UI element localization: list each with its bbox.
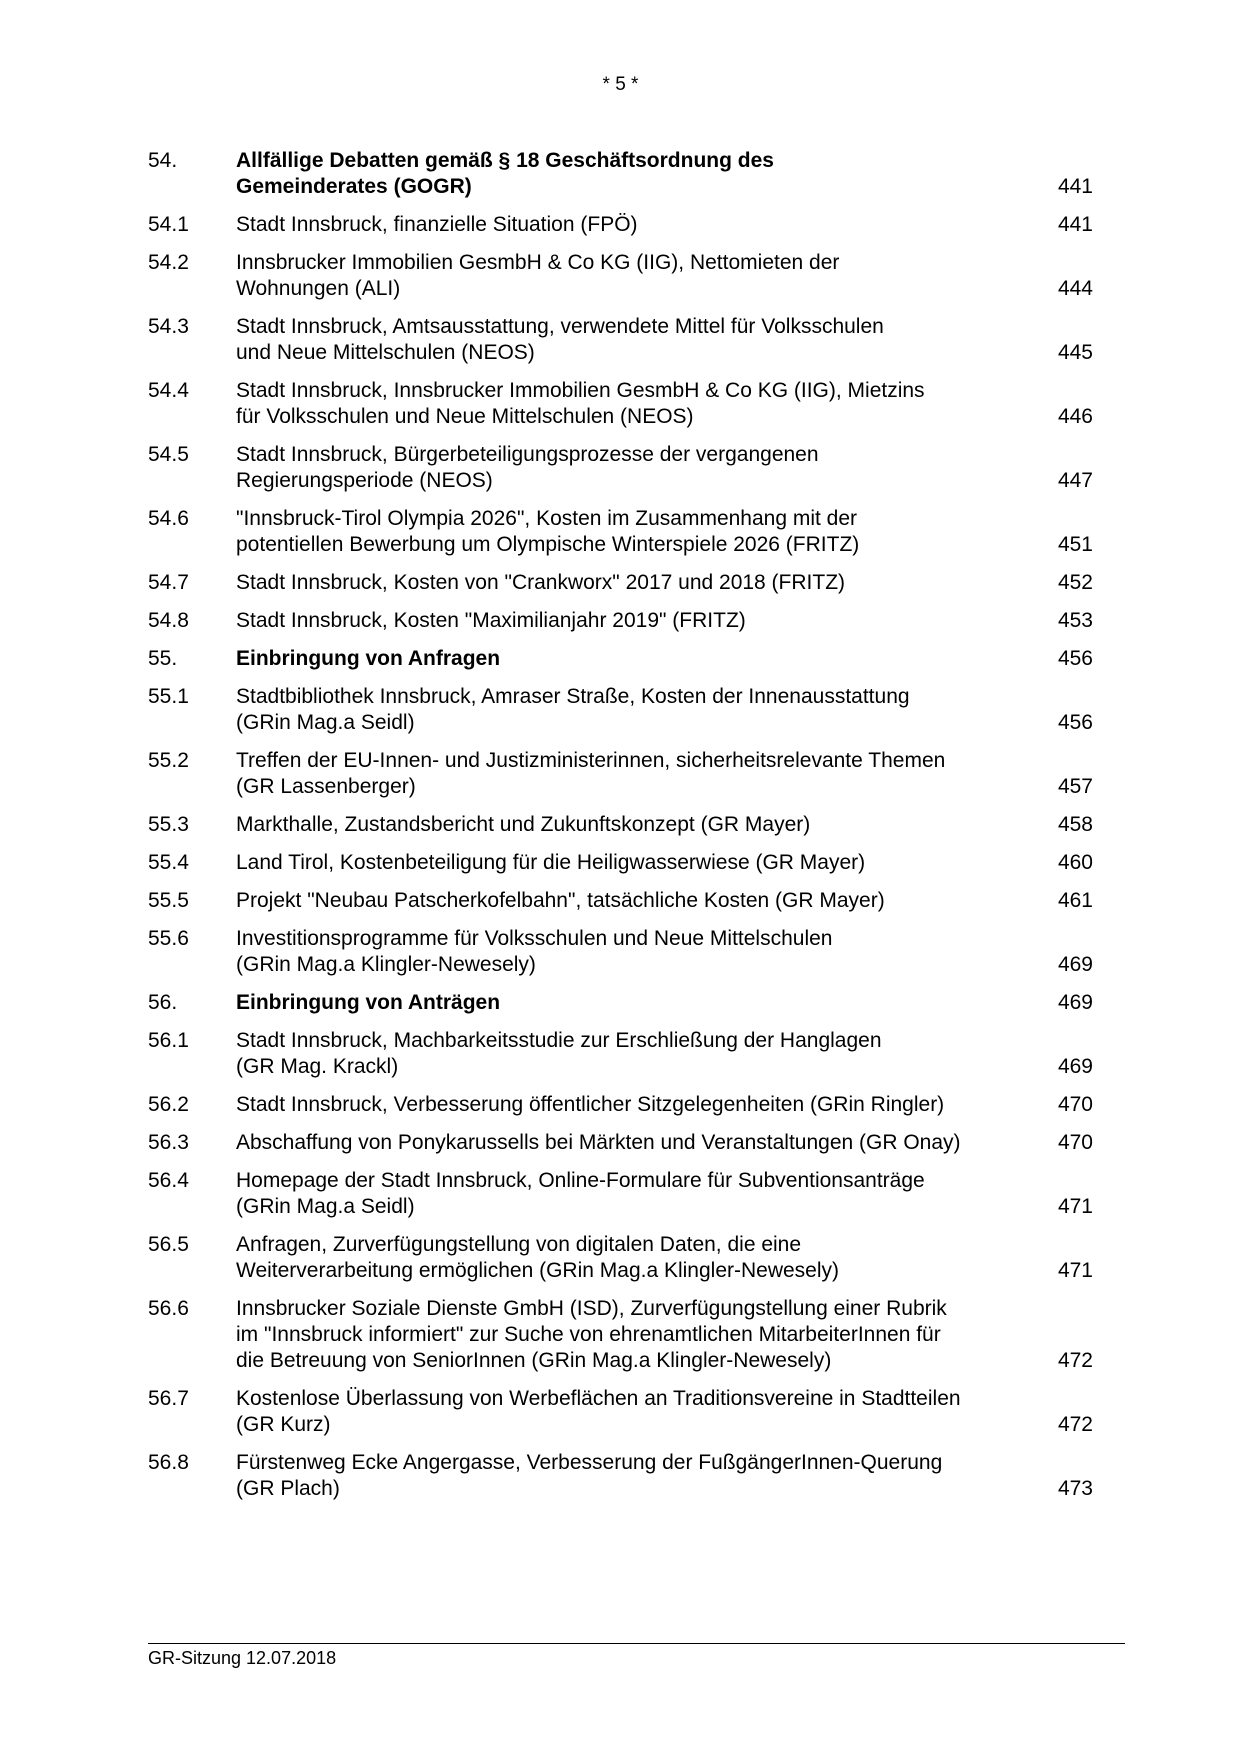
toc-entry-page: 458 [1057, 813, 1093, 836]
toc-entry-number: 56.1 [148, 1029, 189, 1052]
toc-entry-title: Treffen der EU-Innen- und Justizministerinnen, sicherheitsrelevante Themen (GR Lassenberger) [236, 749, 946, 798]
toc-entry [148, 148, 1093, 200]
toc-entry [148, 684, 1093, 736]
toc-entry [148, 608, 1093, 634]
toc-entry [148, 506, 1093, 558]
toc-entry-page: 456 [1057, 711, 1093, 734]
toc-entry-title: Stadt Innsbruck, Machbarkeitsstudie zur Erschließung der Hanglagen (GR Mag. Krackl) [236, 1029, 882, 1078]
toc-entry-number: 54.8 [148, 609, 189, 632]
toc-entry-number: 54.1 [148, 213, 189, 236]
toc-entry-page: 451 [1057, 533, 1093, 556]
footer-session-date: GR-Sitzung 12.07.2018 [148, 1648, 337, 1668]
toc-entry-title: Stadt Innsbruck, Amtsausstattung, verwendete Mittel für Volksschulen und Neue Mittelschulen (NEOS) [236, 315, 884, 364]
toc-entry-number: 55.1 [148, 685, 189, 708]
toc-entry-page: 471 [1057, 1259, 1093, 1282]
toc-entry-number: 56.6 [148, 1297, 189, 1320]
toc-entry-title: Investitionsprogramme für Volksschulen und Neue Mittelschulen (GRin Mag.a Klingler-Newesely) [236, 927, 833, 976]
toc-entry-page: 471 [1057, 1195, 1093, 1218]
toc-entry-number: 56.8 [148, 1451, 189, 1474]
toc-entry-title: Stadt Innsbruck, Bürgerbeteiligungsprozesse der vergangenen Regierungsperiode (NEOS) [236, 443, 819, 492]
toc-entry-title: Stadt Innsbruck, Kosten "Maximilianjahr 2019" (FRITZ) [236, 609, 746, 632]
toc-entry [148, 1168, 1093, 1220]
toc-entry-page: 473 [1057, 1477, 1093, 1500]
toc-entry-number: 55.6 [148, 927, 189, 950]
toc-entry-title: Fürstenweg Ecke Angergasse, Verbesserung der FußgängerInnen-Querung (GR Plach) [236, 1451, 943, 1500]
page-number: * 5 * [602, 74, 639, 95]
toc-entry-number: 54.7 [148, 571, 189, 594]
toc-entry-number: 56.4 [148, 1169, 189, 1192]
toc-entry [148, 646, 1093, 672]
toc-entry-number: 54.4 [148, 379, 189, 402]
toc-entry [148, 990, 1093, 1016]
table-of-contents [148, 148, 1093, 1514]
toc-entry-number: 54.5 [148, 443, 189, 466]
toc-entry [148, 748, 1093, 800]
toc-entry-number: 56.3 [148, 1131, 189, 1154]
toc-entry [148, 1232, 1093, 1284]
toc-entry [148, 1450, 1093, 1502]
footer-divider [148, 1643, 1125, 1644]
toc-entry-title: Stadt Innsbruck, Verbesserung öffentlicher Sitzgelegenheiten (GRin Ringler) [236, 1093, 945, 1116]
toc-entry [148, 1028, 1093, 1080]
toc-entry-page: 457 [1057, 775, 1093, 798]
toc-entry-title: Innsbrucker Soziale Dienste GmbH (ISD), Zurverfügungstellung einer Rubrik im "Innsbruck informiert" zur Suche von ehrenamtlichen MitarbeiterInnen für die Betreuung von SeniorInnen (GRin Mag.a Klingler-Newesely) [236, 1297, 947, 1372]
toc-entry-title: Land Tirol, Kostenbeteiligung für die Heiligwasserwiese (GR Mayer) [236, 851, 866, 874]
toc-entry-title: Stadtbibliothek Innsbruck, Amraser Straße, Kosten der Innenausstattung (GRin Mag.a Seidl) [236, 685, 910, 734]
toc-entry-title: Allfällige Debatten gemäß § 18 Geschäftsordnung des Gemeinderates (GOGR) [236, 149, 774, 198]
toc-entry-title: Stadt Innsbruck, Innsbrucker Immobilien GesmbH & Co KG (IIG), Mietzins für Volksschulen und Neue Mittelschulen (NEOS) [236, 379, 925, 428]
toc-entry-number: 56.5 [148, 1233, 189, 1256]
toc-entry-number: 55.5 [148, 889, 189, 912]
toc-entry-title: Markthalle, Zustandsbericht und Zukunftskonzept (GR Mayer) [236, 813, 811, 836]
toc-entry-title: "Innsbruck-Tirol Olympia 2026", Kosten im Zusammenhang mit der potentiellen Bewerbung um Olympische Winterspiele 2026 (FRITZ) [236, 507, 860, 556]
toc-entry-page: 446 [1057, 405, 1093, 428]
toc-entry-page: 469 [1057, 953, 1093, 976]
toc-entry-number: 56.2 [148, 1093, 189, 1116]
toc-entry [148, 1386, 1093, 1438]
toc-entry-number: 54.6 [148, 507, 189, 530]
toc-entry [148, 570, 1093, 596]
toc-entry [148, 378, 1093, 430]
toc-entry-number: 55. [148, 647, 178, 670]
toc-entry-number: 55.2 [148, 749, 189, 772]
toc-entry-number: 55.4 [148, 851, 189, 874]
toc-entry-number: 54. [148, 149, 178, 172]
toc-entry-title: Projekt "Neubau Patscherkofelbahn", tatsächliche Kosten (GR Mayer) [236, 889, 885, 912]
toc-entry-page: 470 [1057, 1131, 1093, 1154]
toc-entry-page: 472 [1057, 1349, 1093, 1372]
toc-entry [148, 212, 1093, 238]
toc-entry [148, 812, 1093, 838]
toc-entry-number: 55.3 [148, 813, 189, 836]
toc-entry-page: 453 [1057, 609, 1093, 632]
toc-entry [148, 314, 1093, 366]
toc-entry-page: 444 [1057, 277, 1093, 300]
toc-entry-page: 461 [1057, 889, 1093, 912]
toc-entry [148, 926, 1093, 978]
toc-entry-page: 472 [1057, 1413, 1093, 1436]
toc-entry-page: 447 [1057, 469, 1093, 492]
toc-entry-page: 456 [1057, 647, 1093, 670]
toc-entry-page: 469 [1057, 1055, 1093, 1078]
toc-entry-number: 56.7 [148, 1387, 189, 1410]
toc-entry-title: Einbringung von Anfragen [236, 647, 501, 670]
toc-entry-page: 441 [1057, 213, 1093, 236]
toc-entry [148, 250, 1093, 302]
toc-entry-page: 470 [1057, 1093, 1093, 1116]
toc-entry-title: Anfragen, Zurverfügungstellung von digitalen Daten, die eine Weiterverarbeitung ermöglichen (GRin Mag.a Klingler-Newesely) [236, 1233, 840, 1282]
toc-entry-title: Stadt Innsbruck, finanzielle Situation (FPÖ) [236, 213, 638, 236]
toc-entry [148, 1092, 1093, 1118]
toc-entry-title: Kostenlose Überlassung von Werbeflächen an Traditionsvereine in Stadtteilen (GR Kurz) [236, 1387, 961, 1436]
toc-entry [148, 888, 1093, 914]
toc-entry-page: 452 [1057, 571, 1093, 594]
toc-entry-title: Abschaffung von Ponykarussells bei Märkten und Veranstaltungen (GR Onay) [236, 1131, 961, 1154]
toc-entry [148, 1130, 1093, 1156]
toc-entry-page: 441 [1057, 175, 1093, 198]
toc-entry [148, 442, 1093, 494]
toc-entry-number: 56. [148, 991, 178, 1014]
toc-entry-title: Innsbrucker Immobilien GesmbH & Co KG (IIG), Nettomieten der Wohnungen (ALI) [236, 251, 840, 300]
toc-entry [148, 1296, 1093, 1374]
toc-entry-page: 445 [1057, 341, 1093, 364]
toc-entry-number: 54.3 [148, 315, 189, 338]
toc-entry-title: Homepage der Stadt Innsbruck, Online-Formulare für Subventionsanträge (GRin Mag.a Seidl) [236, 1169, 925, 1218]
toc-entry-number: 54.2 [148, 251, 189, 274]
toc-entry-title: Stadt Innsbruck, Kosten von "Crankworx" 2017 und 2018 (FRITZ) [236, 571, 846, 594]
toc-entry [148, 850, 1093, 876]
toc-entry-page: 469 [1057, 991, 1093, 1014]
toc-entry-title: Einbringung von Anträgen [236, 991, 501, 1014]
toc-entry-page: 460 [1057, 851, 1093, 874]
